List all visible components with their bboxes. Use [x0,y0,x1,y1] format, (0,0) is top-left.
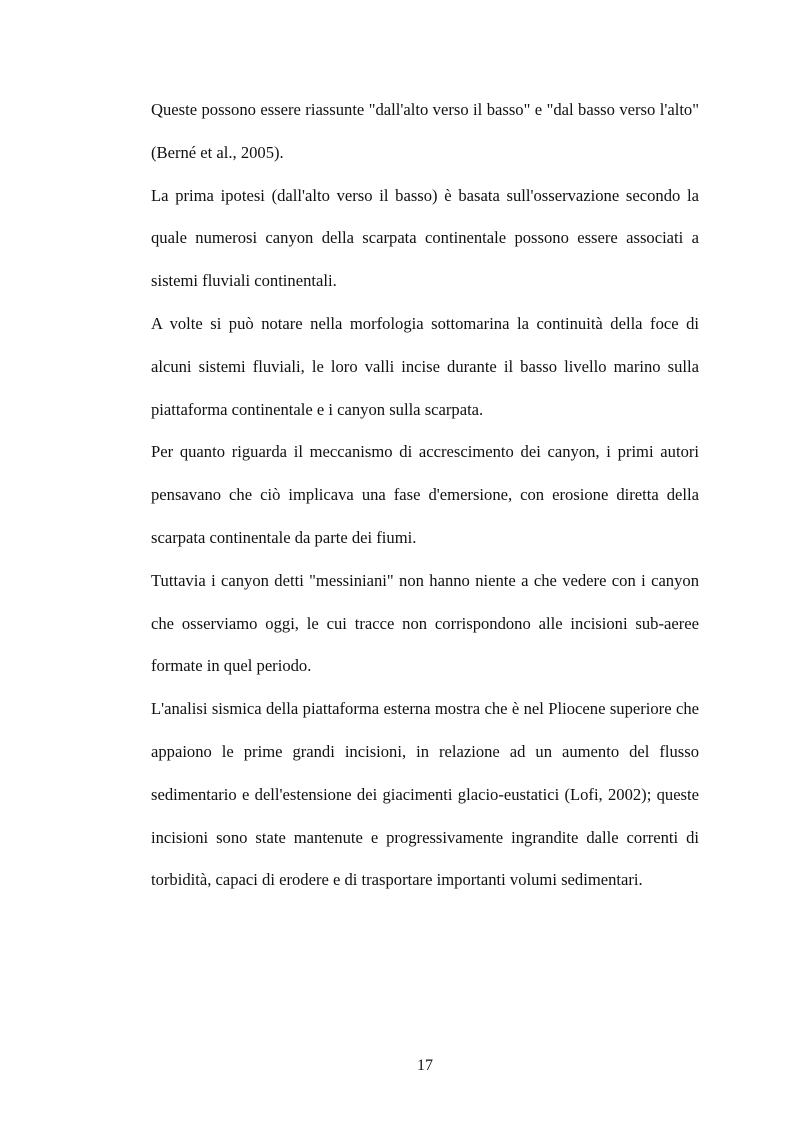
paragraph-2: La prima ipotesi (dall'alto verso il basso) è basata sull'osservazione secondo la quale numerosi canyon della scarpata continentale possono essere associati a sistemi fluviali continentali. [151,185,699,291]
paragraph-1: Queste possono essere riassunte "dall'alto verso il basso" e "dal basso verso l'alto" (Berné et al., 2005). [151,100,699,162]
paragraph-5: Tuttavia i canyon detti "messiniani" non hanno niente a che vedere con i canyon che osserviamo oggi, le cui tracce non corrispondono alle incisioni sub-aeree formate in quel periodo. [151,570,699,676]
page-number: 17 [417,1057,433,1074]
paragraph-4: Per quanto riguarda il meccanismo di accrescimento dei canyon, i primi autori pensavano che ciò implicava una fase d'emersione, con erosione diretta della scarpata continentale da parte dei fiumi. [151,442,699,547]
body-text [151,89,699,902]
paragraph-6: L'analisi sismica della piattaforma esterna mostra che è nel Pliocene superiore che appaiono le prime grandi incisioni, in relazione ad un aumento del flusso sedimentario e dell'estensione dei giacimenti glacio-eustatici (Lofi, 2002); queste incisioni sono state mantenute e progressivamente ingrandite dalle correnti di torbidità, capaci di erodere e di trasportare importanti volumi sedimentari. [151,699,699,890]
paragraph-3: A volte si può notare nella morfologia sottomarina la continuità della foce di alcuni sistemi fluviali, le loro valli incise durante il basso livello marino sulla piattaforma continentale e i canyon sulla scarpata. [151,313,699,419]
